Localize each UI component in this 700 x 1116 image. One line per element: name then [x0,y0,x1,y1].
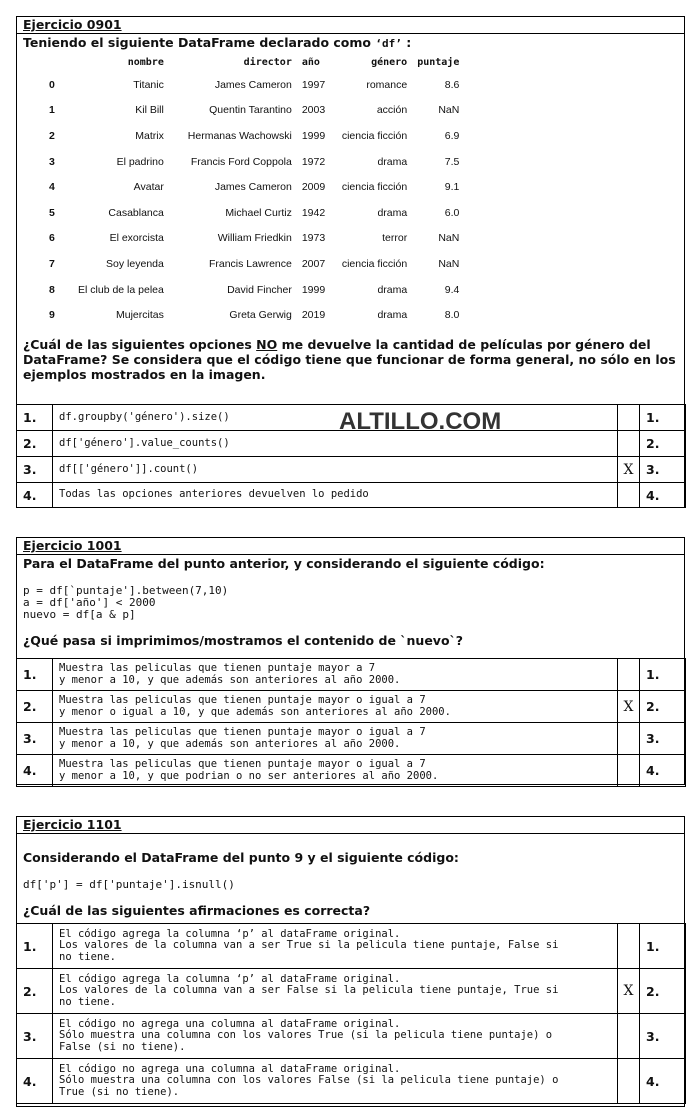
option-number-right: 1. [640,924,686,969]
option-number: 2. [17,969,53,1014]
column-header: puntaje [417,57,460,68]
options-table [16,923,686,1104]
row-index: 1 [49,104,55,117]
row-index: 8 [49,283,55,296]
option-number-right: 4. [640,483,686,508]
exercise-1101 [16,816,685,1107]
exercise-title: Ejercicio 0901 [17,17,684,34]
option-text: Muestra las peliculas que tienen puntaje mayor o igual a 7 y menor a 10, y que podrian o no ser anteriores al año 2000. [53,755,618,787]
cell-anio: 2007 [301,257,326,270]
option-number: 3. [17,723,53,755]
option-text: El código agrega la columna ‘p’ al dataFrame original. Los valores de la columna van a ser True si la pelicula tiene puntaje, False si no tiene. [53,924,618,969]
dataframe-row [41,226,464,252]
option-number-right: 3. [640,723,686,755]
option-number-right: 4. [640,755,686,787]
code-block: p = df[`puntaje'].between(7,10) a = df['año'] < 2000 nuevo = df[a & p] [23,584,229,621]
option-number-right: 3. [640,457,686,483]
cell-puntaje: 6.9 [444,129,460,142]
cell-puntaje: 9.4 [444,283,460,296]
cell-anio: 1942 [301,206,326,219]
cell-genero: ciencia ficción [341,257,408,270]
option-number: 1. [17,659,53,691]
answer-mark: X [618,457,640,483]
option-text: df['género'].value_counts() [53,431,618,457]
option-number-right: 1. [640,405,686,431]
option-number: 2. [17,431,53,457]
watermark: ALTILLO.COM [339,408,502,435]
dataframe-row [41,251,464,277]
option-text: df.groupby('género').size() [53,405,618,431]
cell-genero: terror [382,232,408,245]
answer-mark [618,723,640,755]
cell-director: Michael Curtiz [225,206,292,219]
cell-director: James Cameron [214,78,292,91]
row-index: 7 [49,257,55,270]
cell-anio: 1972 [301,155,326,168]
exercise-title: Ejercicio 1001 [17,538,684,555]
row-index: 2 [49,129,55,142]
cell-anio: 2009 [301,181,326,194]
exercise-intro: Considerando el DataFrame del punto 9 y el siguiente código: [23,850,459,865]
dataframe-row [41,98,464,124]
cell-genero: drama [377,155,408,168]
dataframe-table [41,53,464,328]
cell-nombre: Soy leyenda [106,257,164,270]
option-number: 3. [17,457,53,483]
answer-mark [618,1059,640,1104]
option-number-right: 2. [640,969,686,1014]
cell-puntaje: NaN [438,257,460,270]
cell-puntaje: 9.1 [444,181,460,194]
cell-director: Francis Lawrence [208,257,292,270]
cell-nombre: Avatar [133,181,164,194]
cell-anio: 1973 [301,232,326,245]
option-number-right: 2. [640,691,686,723]
dataframe-row [41,200,464,226]
cell-nombre: Titanic [133,78,164,91]
dataframe-row [41,123,464,149]
cell-puntaje: 8.0 [444,309,460,322]
option-text: Muestra las peliculas que tienen puntaje mayor o igual a 7 y menor o igual a 10, y que además son anteriores al año 2000. [53,691,618,723]
question-text: ¿Cuál de las siguientes afirmaciones es correcta? [23,903,371,918]
answer-mark [618,1014,640,1059]
column-header: género [371,57,408,68]
option-text: Muestra las peliculas que tienen puntaje mayor a 7 y menor a 10, y que además son anteriores al año 2000. [53,659,618,691]
option-row [17,1014,686,1059]
cell-puntaje: 8.6 [444,78,460,91]
cell-puntaje: 7.5 [444,155,460,168]
code-block: df['p'] = df['puntaje'].isnull() [23,878,235,891]
option-row [17,691,686,723]
answer-mark [618,755,640,787]
option-row [17,723,686,755]
option-number: 4. [17,1059,53,1104]
cell-anio: 1999 [301,283,326,296]
option-text: El código no agrega una columna al dataFrame original. Sólo muestra una columna con los valores False (si la pelicula tiene puntaje) o True (si no tiene). [53,1059,618,1104]
exercise-intro: Teniendo el siguiente DataFrame declarado como ‘df’ : [23,35,412,50]
option-row [17,457,686,483]
question-text: ¿Qué pasa si imprimimos/mostramos el contenido de `nuevo`? [23,633,464,648]
option-text: El código no agrega una columna al dataFrame original. Sólo muestra una columna con los valores True (si la pelicula tiene puntaje) o False (si no tiene). [53,1014,618,1059]
option-number: 4. [17,755,53,787]
cell-anio: 2019 [301,309,326,322]
cell-puntaje: 6.0 [444,206,460,219]
cell-nombre: El club de la pelea [78,283,164,296]
answer-mark: X [618,691,640,723]
option-number: 3. [17,1014,53,1059]
row-index: 5 [49,206,55,219]
column-header: nombre [127,57,164,68]
option-number-right: 2. [640,431,686,457]
cell-puntaje: NaN [438,104,460,117]
dataframe-row [41,72,464,98]
cell-nombre: El padrino [116,155,164,168]
answer-mark: X [618,969,640,1014]
row-index: 4 [49,181,55,194]
cell-genero: ciencia ficción [341,129,408,142]
option-row [17,924,686,969]
option-text: El código agrega la columna ‘p’ al dataFrame original. Los valores de la columna van a ser False si la pelicula tiene puntaje, True si no tiene. [53,969,618,1014]
option-row [17,755,686,787]
index-header [41,53,69,72]
cell-director: Greta Gerwig [229,309,292,322]
answer-mark [618,431,640,457]
option-row [17,969,686,1014]
option-text: Muestra las peliculas que tienen puntaje mayor o igual a 7 y menor a 10, y que además son anteriores al año 2000. [53,723,618,755]
cell-genero: drama [377,309,408,322]
cell-anio: 2003 [301,104,326,117]
cell-genero: romance [366,78,408,91]
cell-director: James Cameron [214,181,292,194]
cell-director: David Fincher [227,283,292,296]
dataframe-header-row [41,53,464,72]
cell-genero: drama [377,206,408,219]
question-text: ¿Cuál de las siguientes opciones NO me devuelve la cantidad de películas por género del DataFrame? Se considera que el código tiene que funcionar de forma general, no sólo en los ejemplos mostrados en la imagen. [23,336,676,382]
cell-director: Hermanas Wachowski [187,129,292,142]
cell-director: Quentin Tarantino [209,104,292,117]
exercise-intro: Para el DataFrame del punto anterior, y considerando el siguiente código: [23,556,545,571]
option-row [17,659,686,691]
dataframe-row [41,302,464,328]
cell-genero: drama [377,283,408,296]
option-number: 1. [17,405,53,431]
option-text: df[['género']].count() [53,457,618,483]
option-number-right: 3. [640,1014,686,1059]
cell-nombre: El exorcista [109,232,164,245]
options-table [16,658,686,787]
option-number-right: 1. [640,659,686,691]
answer-mark [618,483,640,508]
option-number: 4. [17,483,53,508]
option-number: 1. [17,924,53,969]
option-text: Todas las opciones anteriores devuelven lo pedido [53,483,618,508]
cell-director: William Friedkin [217,232,292,245]
cell-genero: acción [376,104,408,117]
cell-nombre: Matrix [135,129,164,142]
cell-anio: 1999 [301,129,326,142]
exercise-1001 [16,537,685,785]
cell-nombre: Mujercitas [115,309,164,322]
cell-nombre: Casablanca [108,206,164,219]
option-number-right: 4. [640,1059,686,1104]
dataframe-row [41,149,464,175]
option-row [17,483,686,508]
option-number: 2. [17,691,53,723]
answer-mark [618,924,640,969]
exercise-title: Ejercicio 1101 [17,817,684,834]
column-header: año [301,57,320,68]
dataframe-row [41,174,464,200]
cell-anio: 1997 [301,78,326,91]
cell-director: Francis Ford Coppola [190,155,292,168]
row-index: 0 [49,78,55,91]
cell-puntaje: NaN [438,232,460,245]
cell-genero: ciencia ficción [341,181,408,194]
cell-nombre: Kil Bill [135,104,164,117]
answer-mark [618,659,640,691]
answer-mark [618,405,640,431]
row-index: 9 [49,309,55,322]
column-header: director [243,57,292,68]
dataframe-row [41,277,464,303]
row-index: 6 [49,232,55,245]
option-row [17,1059,686,1104]
row-index: 3 [49,155,55,168]
